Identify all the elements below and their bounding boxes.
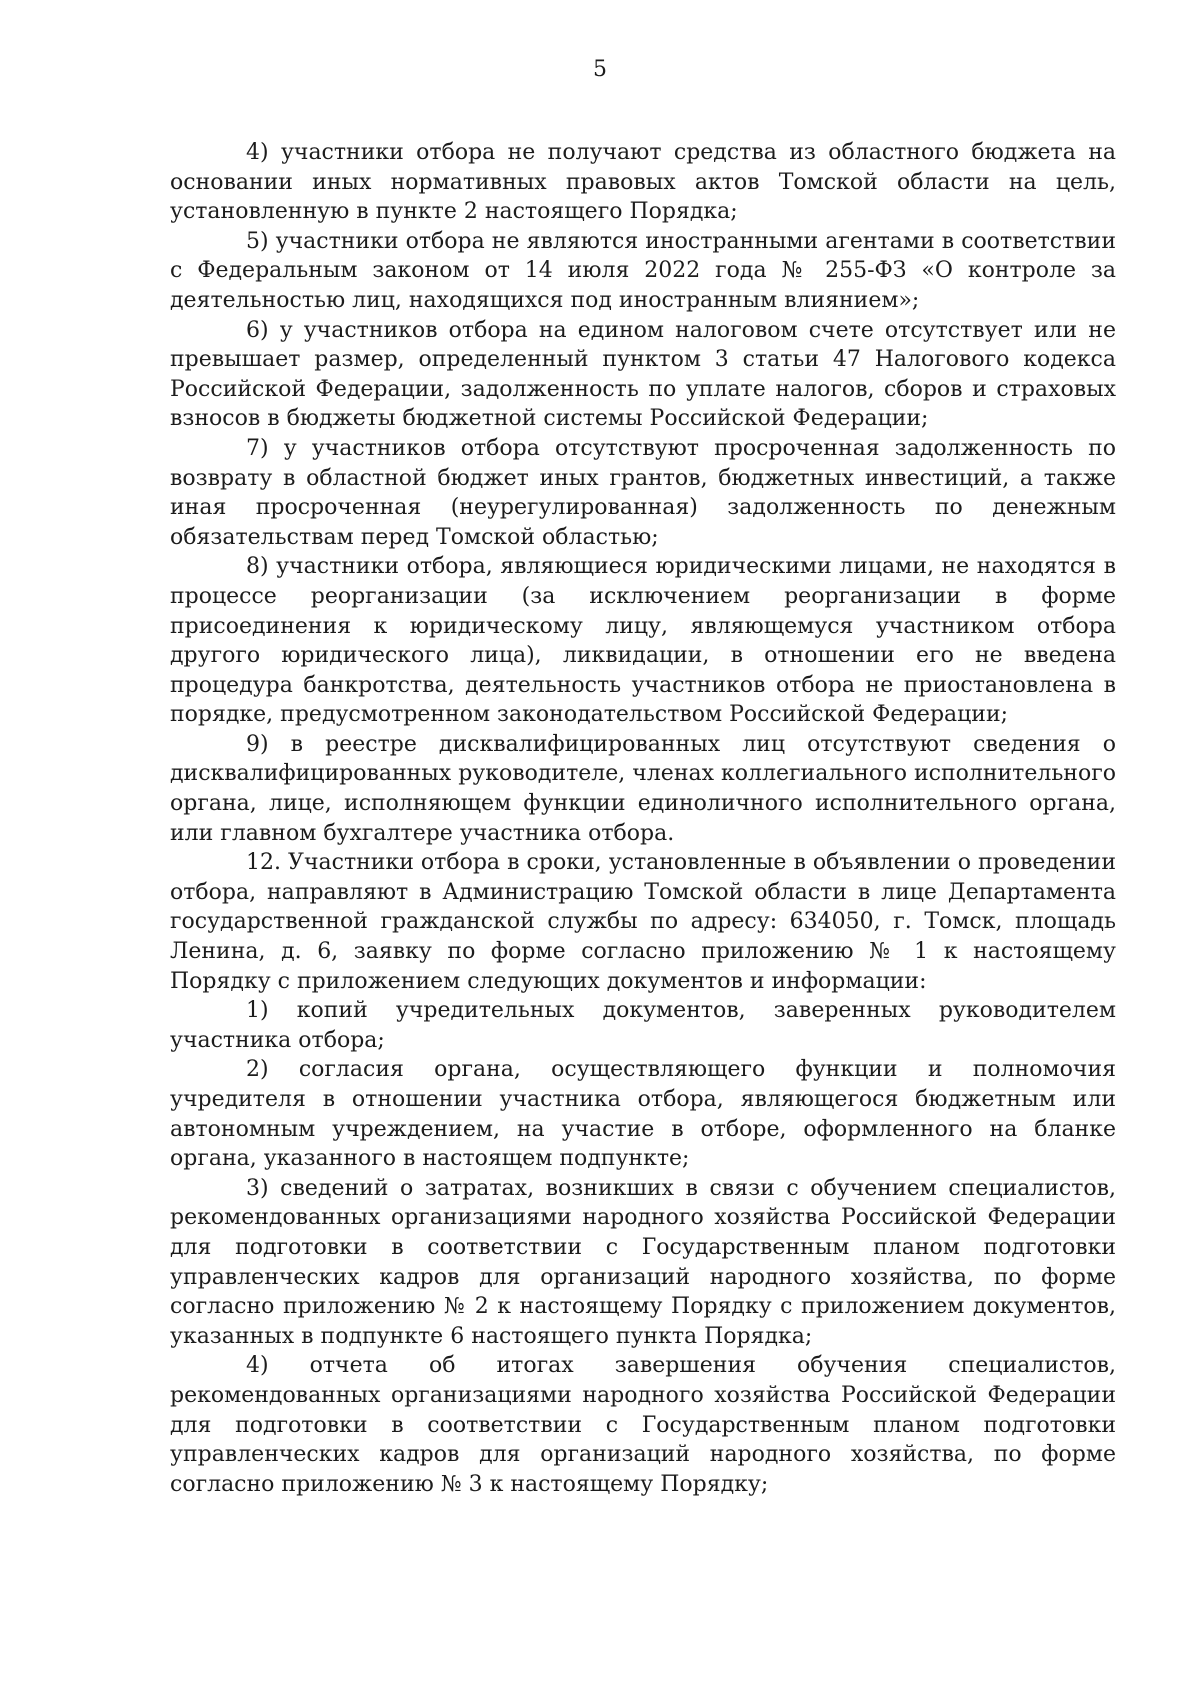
paragraph-subitem-1: 1) копий учредительных документов, заверенных руководителем участника отбора; xyxy=(170,998,1116,1053)
paragraph-subitem-4: 4) отчета об итогах завершения обучения специалистов, рекомендованных организациями народного хозяйства Российской Федерации для подготовки в соответствии с Государственным планом подготовки управленческих кадров для организаций народного хозяйства, по форме согласно приложению № 3 к настоящему Порядку; xyxy=(170,1353,1116,1497)
paragraph-item-8: 8) участники отбора, являющиеся юридическими лицами, не находятся в процессе реорганизации (за исключением реорганизации в форме присоединения к юридическому лицу, являющемуся участником отбора другого юридического лица), ликвидации, в отношении его не введена процедура банкротства, деятельность участников отбора не приостановлена в порядке, предусмотренном законодательством Российской Федерации; xyxy=(170,554,1116,728)
paragraph-item-4: 4) участники отбора не получают средства из областного бюджета на основании иных нормативных правовых актов Томской области на цель, установленную в пункте 2 настоящего Порядка; xyxy=(170,140,1116,225)
paragraph-clause-12: 12. Участники отбора в сроки, установленные в объявлении о проведении отбора, направляют в Администрацию Томской области в лице Департамента государственной гражданской службы по адресу: 634050, г. Томск, площадь Ленина, д. 6, заявку по форме согласно приложению № 1 к настоящему Порядку с приложением следующих документов и информации: xyxy=(170,850,1116,994)
paragraph-subitem-3: 3) сведений о затратах, возникших в связи с обучением специалистов, рекомендованных организациями народного хозяйства Российской Федерации для подготовки в соответствии с Государственным планом подготовки управленческих кадров для организаций народного хозяйства, по форме согласно приложению № 2 к настоящему Порядку с приложением документов, указанных в подпункте 6 настоящего пункта Порядка; xyxy=(170,1175,1116,1349)
paragraph-item-9: 9) в реестре дисквалифицированных лиц отсутствуют сведения о дисквалифицированных руководителе, членах коллегиального исполнительного органа, лице, исполняющем функции единоличного исполнительного органа, или главном бухгалтере участника отбора. xyxy=(170,731,1116,846)
paragraph-subitem-2: 2) согласия органа, осуществляющего функции и полномочия учредителя в отношении участника отбора, являющегося бюджетным или автономным учреждением, на участие в отборе, оформленного на бланке органа, указанного в настоящем подпункте; xyxy=(170,1057,1116,1172)
paragraph-item-5: 5) участники отбора не являются иностранными агентами в соответствии с Федеральным законом от 14 июля 2022 года № 255-ФЗ «О контроле за деятельностью лиц, находящихся под иностранным влиянием»; xyxy=(170,228,1116,313)
paragraph-item-7: 7) у участников отбора отсутствуют просроченная задолженность по возврату в областной бюджет иных грантов, бюджетных инвестиций, а также иная просроченная (неурегулированная) задолженность по денежным обязательствам перед Томской областью; xyxy=(170,435,1116,550)
paragraph-item-6: 6) у участников отбора на едином налоговом счете отсутствует или не превышает размер, определенный пунктом 3 статьи 47 Налогового кодекса Российской Федерации, задолженность по уплате налогов, сборов и страховых взносов в бюджеты бюджетной системы Российской Федерации; xyxy=(170,317,1116,432)
document-body xyxy=(170,138,1116,1499)
page-number: 5 xyxy=(593,57,607,82)
